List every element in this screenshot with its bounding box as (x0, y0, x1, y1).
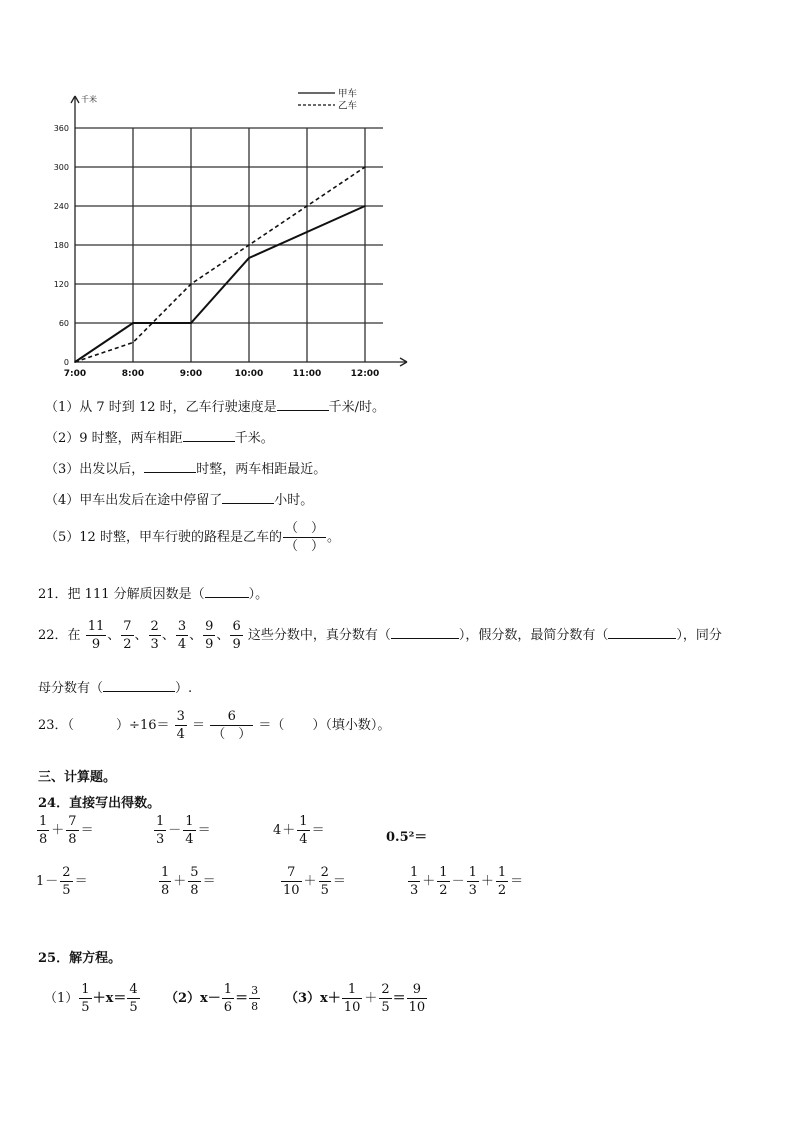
fraction (37, 815, 49, 846)
q22-end: ）. (175, 681, 193, 696)
q20-item-2 (45, 427, 274, 446)
fraction (183, 815, 195, 846)
q25-title: 25．解方程。 (38, 951, 122, 966)
answer-blank[interactable] (205, 597, 249, 598)
y-tick-label: 240 (53, 202, 69, 211)
equals-sign: ＝ (311, 823, 325, 838)
fraction-numerator: 1 (81, 982, 90, 997)
fraction-denominator: 2 (497, 883, 507, 898)
operator: － (451, 874, 465, 889)
fraction-numerator: 2 (320, 865, 329, 880)
q22-prefix: 22．在 (38, 628, 81, 643)
q20-4-text: （4）甲车出发后在途中停留了 (45, 493, 223, 508)
data-point (74, 361, 76, 363)
q22-fraction (121, 620, 133, 651)
whole-number: 1 (36, 874, 45, 889)
operator: － (45, 874, 59, 889)
q24-r1c3 (273, 815, 326, 846)
question-21 (38, 583, 268, 602)
q22-fraction (86, 620, 107, 651)
separator: 、 (189, 628, 203, 643)
fraction-numerator: 6 (210, 710, 253, 726)
q22-text-1: 这些分数中，真分数有（ (247, 628, 391, 643)
fraction (319, 866, 331, 897)
q20-3-text: （3）出发以后， (45, 462, 145, 477)
fraction-denominator: 9 (91, 637, 101, 652)
data-point (190, 283, 192, 285)
q23-text-2: ）÷16＝ (116, 718, 170, 733)
fraction-numerator: 9 (407, 983, 428, 999)
q23-fraction-1 (175, 710, 187, 741)
fraction-denominator: 8 (161, 883, 170, 898)
q20-1-unit: 千米/时。 (328, 400, 386, 415)
legend-label: 甲车 (338, 88, 358, 100)
answer-blank[interactable] (391, 638, 459, 639)
fraction-numerator: 1 (342, 983, 363, 999)
operator: ＋ (303, 874, 317, 889)
q24-r2c4 (407, 866, 524, 897)
equation-middle: ＝ (392, 991, 406, 1006)
fraction-numerator: 1 (299, 814, 308, 829)
y-tick-label: 60 (58, 319, 69, 328)
fraction-numerator: 11 (87, 619, 105, 634)
fraction-numerator: （ ） (284, 521, 324, 536)
fraction (297, 815, 309, 846)
equation-1 (44, 983, 141, 1014)
equation-middle: ＋x＝ (92, 991, 127, 1006)
fraction (408, 866, 420, 897)
fraction (249, 985, 260, 1012)
q24-r2c2 (158, 866, 217, 897)
q24-r2c3 (280, 866, 347, 897)
q20-1-text: （1）从 7 时到 12 时，乙车行驶速度是 (45, 400, 277, 415)
fraction-numerator: 3 (176, 709, 185, 724)
fraction-numerator: 1 (223, 982, 233, 997)
answer-blank[interactable] (608, 638, 676, 639)
operator: ＋ (51, 823, 65, 838)
equals-sign: ＝ (202, 874, 216, 889)
separator: 、 (134, 628, 148, 643)
question-22 (38, 620, 722, 651)
fraction-denominator[interactable]: （ ） (212, 727, 252, 742)
chart-grid (75, 128, 383, 362)
fraction-numerator: 6 (232, 619, 241, 634)
section-heading: 三、计算题。 (38, 770, 117, 785)
fraction-denominator: 6 (223, 1000, 233, 1015)
q22-fraction (203, 620, 215, 651)
fraction (281, 866, 302, 897)
fraction-numerator: 2 (62, 865, 71, 880)
data-point (190, 322, 192, 324)
x-tick-label: 9:00 (179, 369, 203, 379)
q24-r2c1 (36, 866, 89, 897)
separator: 、 (216, 628, 230, 643)
fraction-denominator: 2 (123, 637, 132, 652)
y-axis-label: 千米 (81, 95, 97, 104)
distance-time-chart (50, 88, 420, 383)
fraction-denominator: 4 (177, 637, 187, 652)
equation-2 (165, 983, 261, 1014)
y-tick-label: 0 (63, 358, 69, 367)
equation-middle: ＝ (235, 991, 249, 1006)
fraction (154, 815, 166, 846)
x-tick-label: 8:00 (121, 369, 145, 379)
q22-fraction (176, 620, 188, 651)
q20-2-text: （2）9 时整，两车相距 (45, 431, 183, 446)
q22-text-3: ），同分 (676, 628, 722, 643)
fraction (437, 866, 449, 897)
q20-5-text: （5）12 时整，甲车行驶的路程是乙车的 (45, 530, 282, 545)
fraction (407, 983, 428, 1014)
q23-text-3: ＝（ (258, 718, 285, 733)
fraction-numerator: 7 (68, 814, 77, 829)
fraction (127, 983, 139, 1014)
fraction-denominator: 9 (232, 637, 241, 652)
y-tick-label: 360 (53, 124, 69, 133)
x-tick-label: 7:00 (63, 369, 87, 379)
answer-blank[interactable] (183, 441, 235, 442)
fraction (79, 983, 91, 1014)
fraction-denominator: 5 (320, 883, 329, 898)
q20-5-end: 。 (326, 530, 340, 545)
fraction-denominator: 3 (468, 883, 477, 898)
q22-text-2: ），假分数，最简分数有（ (458, 628, 609, 643)
q20-4-unit: 小时。 (274, 493, 314, 508)
q20-3-unit: 时整，两车相距最近。 (196, 462, 327, 477)
question-23 (38, 710, 390, 741)
operator: ＋ (364, 991, 378, 1006)
equals-sign: ＝ (80, 823, 94, 838)
fraction (159, 866, 171, 897)
q23-text-1: 23．（ (38, 718, 75, 733)
operator: ＋ (422, 874, 436, 889)
fraction-denominator: 4 (185, 832, 194, 847)
q20-item-4 (45, 489, 313, 508)
q22-fraction (149, 620, 161, 651)
operator: ＋ (173, 874, 187, 889)
fraction (222, 983, 234, 1014)
fraction-denominator: 4 (176, 727, 185, 742)
fraction-denominator: 8 (190, 883, 199, 898)
whole-number: 4 (273, 823, 282, 838)
chart-legend (298, 88, 358, 112)
q20-2-unit: 千米。 (234, 431, 274, 446)
chart-axes (54, 94, 407, 379)
fraction-denominator: 5 (129, 1000, 138, 1015)
question-22-line-2 (38, 677, 192, 696)
q20-item-5 (45, 522, 340, 553)
fraction-numerator: 1 (439, 865, 448, 880)
fraction-denominator: 5 (81, 1000, 90, 1015)
q24-r1c4: 0.5²＝ (386, 830, 428, 845)
fraction-denominator: 5 (381, 1000, 390, 1015)
equation-label: （2）x－ (165, 991, 221, 1006)
fraction-numerator: 1 (468, 865, 477, 880)
fraction-denominator: （ ） (284, 539, 324, 554)
q22-text-4: 母分数有（ (38, 681, 104, 696)
chart-series (74, 166, 366, 363)
fraction-denominator: 5 (62, 883, 71, 898)
q23-text-4: ）（填小数）。 (312, 718, 391, 733)
fraction-numerator: 1 (497, 865, 507, 880)
q21-text: 21．把 111 分解质因数是（ (38, 587, 205, 602)
data-point (132, 342, 134, 344)
operator: － (168, 823, 182, 838)
fraction (60, 866, 72, 897)
legend-label: 乙车 (338, 100, 358, 112)
fraction (188, 866, 200, 897)
answer-fraction[interactable] (283, 522, 326, 553)
q20-item-3 (45, 458, 326, 477)
fraction-denominator: 2 (439, 883, 448, 898)
separator: 、 (161, 628, 175, 643)
y-tick-label: 120 (53, 280, 69, 289)
fraction-numerator: 7 (281, 866, 302, 882)
q24-r1c2 (153, 815, 212, 846)
equals-sign: ＝ (510, 874, 524, 889)
fraction-denominator: 8 (68, 832, 77, 847)
fraction-numerator: 2 (381, 982, 390, 997)
fraction (66, 815, 78, 846)
fraction-denominator: 3 (156, 832, 165, 847)
operator: ＋ (480, 874, 494, 889)
data-point (132, 322, 134, 324)
fraction (342, 983, 363, 1014)
fraction-numerator: 4 (129, 982, 138, 997)
fraction-numerator: 3 (177, 619, 187, 634)
equals-sign: ＝ (332, 874, 346, 889)
q23-fraction-2[interactable] (210, 710, 253, 741)
fraction-denominator: 10 (343, 1000, 361, 1015)
q24-title: 24．直接写出得数。 (38, 796, 161, 811)
equals-sign: ＝ (192, 718, 206, 733)
fraction-numerator: 5 (190, 865, 199, 880)
fraction-denominator: 4 (299, 832, 308, 847)
fraction-denominator: 8 (39, 832, 48, 847)
equation-label: （1） (44, 991, 79, 1006)
fraction-numerator: 9 (205, 619, 214, 634)
answer-blank[interactable] (144, 472, 196, 473)
equation-label: （3）x＋ (285, 991, 341, 1006)
fraction (467, 866, 479, 897)
answer-blank[interactable] (222, 503, 274, 504)
x-tick-label: 12:00 (350, 369, 380, 379)
fraction (379, 983, 391, 1014)
data-point (364, 166, 366, 168)
fraction (496, 866, 508, 897)
q21-end: ）。 (248, 587, 269, 602)
fraction-denominator: 10 (408, 1000, 426, 1015)
y-tick-label: 300 (53, 163, 69, 172)
equation-3 (285, 983, 428, 1014)
x-tick-label: 11:00 (292, 369, 322, 379)
q22-fraction-list (85, 619, 244, 652)
fraction-denominator: 8 (251, 1000, 259, 1013)
answer-blank[interactable] (103, 691, 175, 692)
data-point (248, 257, 250, 259)
q24-r1c1 (36, 815, 95, 846)
separator: 、 (107, 628, 121, 643)
equals-sign: ＝ (74, 874, 88, 889)
data-point (364, 205, 366, 207)
fraction-numerator: 7 (123, 619, 132, 634)
equals-sign: ＝ (197, 823, 211, 838)
y-tick-label: 180 (53, 241, 69, 250)
x-tick-label: 10:00 (234, 369, 264, 379)
q22-fraction (230, 620, 242, 651)
fraction-numerator: 2 (150, 619, 159, 634)
fraction-denominator: 3 (410, 883, 419, 898)
fraction-numerator: 1 (39, 814, 48, 829)
fraction-numerator: 3 (251, 984, 259, 997)
fraction-numerator: 1 (185, 814, 194, 829)
fraction-numerator: 1 (156, 814, 165, 829)
operator: ＋ (282, 823, 296, 838)
fraction-denominator: 10 (283, 883, 300, 898)
answer-blank[interactable] (277, 410, 329, 411)
fraction-numerator: 1 (161, 865, 170, 880)
fraction-denominator: 9 (205, 637, 214, 652)
fraction-denominator: 3 (150, 637, 159, 652)
fraction-numerator: 1 (410, 865, 419, 880)
q20-item-1 (45, 396, 385, 415)
